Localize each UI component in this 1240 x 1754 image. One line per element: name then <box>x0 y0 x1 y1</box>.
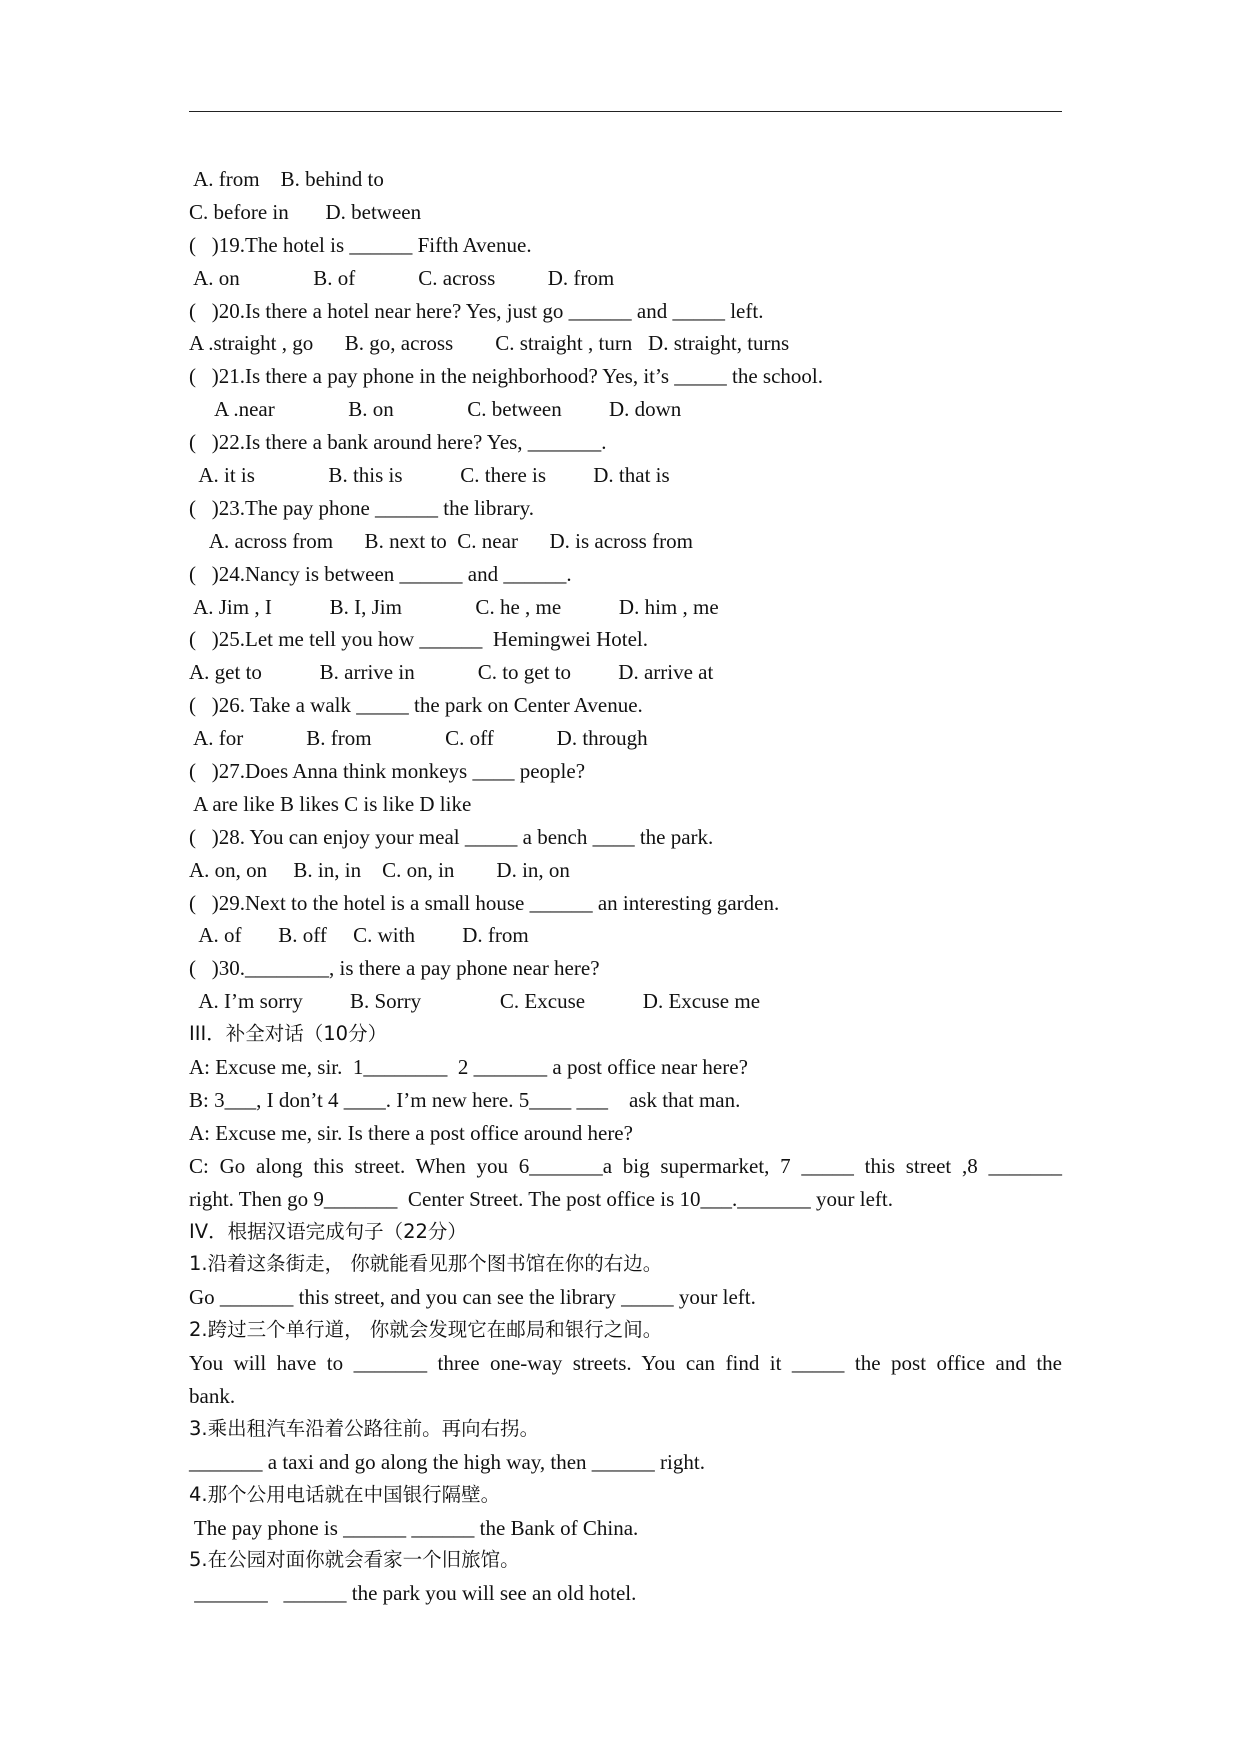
q27-question: ( )27.Does Anna think monkeys ____ people? <box>189 759 586 784</box>
q28-options: A. on, on B. in, in C. on, in D. in, on <box>189 857 570 882</box>
q18-options-row2: C. before in D. between <box>189 199 422 224</box>
q23-question: ( )23.The pay phone ______ the library. <box>189 495 535 520</box>
sentence-4-chinese: 4.那个公用电话就在中国银行隔壁。 <box>189 1482 501 1506</box>
sentence-2-chinese: 2.跨过三个单行道， 你就会发现它在邮局和银行之间。 <box>189 1318 663 1342</box>
sentence-5-english: _______ ______ the park you will see an old hotel. <box>189 1581 637 1606</box>
q26-options: A. for B. from C. off D. through <box>189 726 648 751</box>
section-3-heading: III．补全对话（10分） <box>189 1022 388 1046</box>
q23-options: A. across from B. next to C. near D. is across from <box>189 528 693 553</box>
q27-options: A are like B likes C is like D like <box>189 791 472 816</box>
sentence-4-english: The pay phone is ______ ______ the Bank of China. <box>189 1515 639 1540</box>
q20-question: ( )20.Is there a hotel near here? Yes, just go ______ and _____ left. <box>189 298 764 323</box>
section-4-heading: IV．根据汉语完成句子（22分） <box>189 1219 467 1243</box>
dialogue-line-b: B: 3___, I don’t 4 ____. I’m new here. 5____ ___ ask that man. <box>189 1087 741 1112</box>
q19-question: ( )19.The hotel is ______ Fifth Avenue. <box>189 232 532 257</box>
q22-question: ( )22.Is there a bank around here? Yes, _______. <box>189 430 607 455</box>
sentence-1-chinese: 1.沿着这条街走， 你就能看见那个图书馆在你的右边。 <box>189 1252 663 1276</box>
dialogue-line-a2: A: Excuse me, sir. Is there a post office around here? <box>189 1120 633 1145</box>
q25-options: A. get to B. arrive in C. to get to D. arrive at <box>189 660 714 685</box>
sentence-3-chinese: 3.乘出租汽车沿着公路往前。再向右拐。 <box>189 1416 540 1440</box>
q30-options: A. I’m sorry B. Sorry C. Excuse D. Excuse me <box>189 989 761 1014</box>
q18-options-row1: A. from B. behind to <box>189 167 384 191</box>
q22-options: A. it is B. this is C. there is D. that is <box>189 463 670 488</box>
q28-question: ( )28. You can enjoy your meal _____ a bench ____ the park. <box>189 824 714 849</box>
q19-options: A. on B. of C. across D. from <box>189 265 615 290</box>
dialogue-line-a1: A: Excuse me, sir. 1________ 2 _______ a post office near here? <box>189 1055 748 1080</box>
sentence-2-english: You will have to _______ three one-way streets. You can find it _____ the post office and the <box>189 1351 1062 1376</box>
q25-question: ( )25.Let me tell you how ______ Hemingwei Hotel. <box>189 627 648 652</box>
q21-options: A .near B. on C. between D. down <box>189 397 682 422</box>
worksheet-body <box>189 163 1062 1610</box>
dialogue-line-c1: C: Go along this street. When you 6_______a big supermarket, 7 _____ this street ,8 _______ <box>189 1153 1062 1178</box>
sentence-3-english: _______ a taxi and go along the high way, then ______ right. <box>189 1449 705 1474</box>
sentence-2-english-cont: bank. <box>189 1383 236 1408</box>
q20-options: A .straight , go B. go, across C. straight , turn D. straight, turns <box>189 331 790 356</box>
sentence-1-english: Go _______ this street, and you can see the library _____ your left. <box>189 1285 756 1310</box>
q24-options: A. Jim , I B. I, Jim C. he , me D. him , me <box>189 594 719 619</box>
q30-question: ( )30.________, is there a pay phone near here? <box>189 956 600 981</box>
dialogue-line-c2: right. Then go 9_______ Center Street. The post office is 10___._______ your left. <box>189 1186 893 1211</box>
q24-question: ( )24.Nancy is between ______ and ______. <box>189 561 572 586</box>
q21-question: ( )21.Is there a pay phone in the neighborhood? Yes, it’s _____ the school. <box>189 364 823 389</box>
q26-question: ( )26. Take a walk _____ the park on Center Avenue. <box>189 693 643 718</box>
sentence-5-chinese: 5.在公园对面你就会看家一个旧旅馆。 <box>189 1548 520 1572</box>
header-rule <box>189 111 1062 112</box>
q29-options: A. of B. off C. with D. from <box>189 923 529 948</box>
q29-question: ( )29.Next to the hotel is a small house ______ an interesting garden. <box>189 890 780 915</box>
